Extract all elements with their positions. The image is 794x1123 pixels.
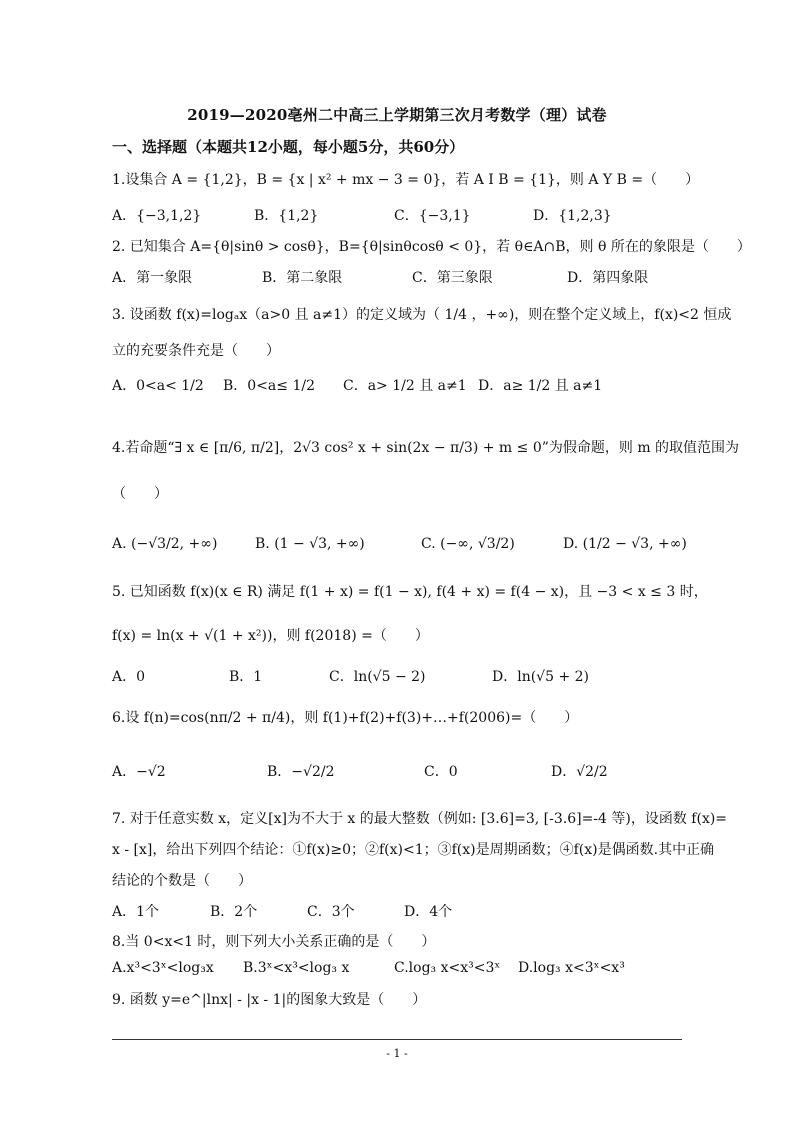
- question-5-stem-line-2: f(x) = ln(x + √(1 + x²))，则 f(2018) =（ ）: [112, 628, 429, 644]
- question-3-option-a: A．0<a< 1/2: [112, 378, 204, 394]
- exam-title: 2019—2020亳州二中高三上学期第三次月考数学（理）试卷: [187, 106, 607, 124]
- question-9-stem: 9. 函数 y=e^|lnx| - |x - 1|的图象大致是（ ）: [112, 992, 427, 1008]
- question-6-stem: 6.设 f(n)=cos(nπ/2 + π/4)，则 f(1)+f(2)+f(3)+…+f(2006)=（ ）: [112, 710, 579, 726]
- question-3-option-c: C．a> 1/2 且 a≠1: [343, 378, 467, 394]
- question-3-stem-line-2: 立的充要条件充是（ ）: [112, 343, 280, 359]
- question-4-option-c: C. (−∞, √3/2): [421, 536, 515, 552]
- question-1-option-c: C．{−3,1}: [394, 208, 471, 224]
- question-2-option-c: C．第三象限: [412, 270, 493, 286]
- question-7-stem-line-1: 7. 对于任意实数 x，定义[x]为不大于 x 的最大整数（例如: [3.6]=3, [-3.6]=-4 等)，设函数 f(x)=: [112, 811, 728, 827]
- question-2-option-a: A．第一象限: [112, 270, 193, 286]
- question-5-option-c: C．ln(√5 − 2): [329, 669, 426, 685]
- question-6-option-a: A．−√2: [112, 764, 166, 780]
- question-2-stem: 2. 已知集合 A={θ|sinθ > cosθ}，B={θ|sinθcosθ < 0}，若 θ∈A∩B，则 θ 所在的象限是（ ）: [112, 239, 751, 255]
- question-8-option-b: B.3ˣ<x³<log₃ x: [243, 960, 350, 976]
- page-number: - 1 -: [386, 1047, 408, 1060]
- question-6-option-c: C．0: [424, 764, 458, 780]
- question-4-stem-line-2: （ ）: [112, 486, 168, 502]
- question-8-option-a: A.x³<3ˣ<log₃x: [112, 960, 214, 976]
- question-7-stem-line-3: 结论的个数是（ ）: [112, 873, 252, 889]
- question-7-option-b: B．2个: [210, 904, 258, 920]
- question-7-option-c: C．3个: [307, 904, 355, 920]
- question-8-option-c: C.log₃ x<x³<3ˣ: [394, 960, 501, 976]
- question-3-option-d: D．a≥ 1/2 且 a≠1: [478, 378, 603, 394]
- question-5-option-a: A．0: [112, 669, 146, 685]
- question-7-option-d: D．4个: [404, 904, 453, 920]
- question-6-option-d: D．√2/2: [551, 764, 608, 780]
- question-7-stem-line-2: x - [x]，给出下列四个结论：①f(x)≥0；②f(x)<1；③f(x)是周期函数；④f(x)是偶函数.其中正确: [112, 842, 715, 858]
- question-3-stem-line-1: 3. 设函数 f(x)=logₐx（a>0 且 a≠1）的定义域为（ 1/4 ，+∞)，则在整个定义域上，f(x)<2 恒成: [112, 307, 732, 323]
- question-4-option-a: A. (−√3/2, +∞): [112, 536, 218, 552]
- question-4-option-b: B. (1 − √3, +∞): [255, 536, 365, 552]
- question-1-option-a: A．{−3,1,2}: [112, 208, 202, 224]
- question-6-option-b: B．−√2/2: [267, 764, 335, 780]
- question-1-option-b: B．{1,2}: [254, 208, 319, 224]
- question-2-option-d: D．第四象限: [567, 270, 649, 286]
- question-5-option-b: B．1: [229, 669, 263, 685]
- question-1-stem: 1.设集合 A = {1,2}，B = {x | x² + mx − 3 = 0}，若 A I B = {1}，则 A Y B =（ ）: [112, 172, 700, 188]
- question-2-option-b: B．第二象限: [262, 270, 343, 286]
- question-8-option-d: D.log₃ x<3ˣ<x³: [518, 960, 625, 976]
- question-8-stem: 8.当 0<x<1 时，则下列大小关系正确的是（ ）: [112, 934, 436, 950]
- question-4-option-d: D. (1/2 − √3, +∞): [563, 536, 687, 552]
- question-5-stem-line-1: 5. 已知函数 f(x)(x ∈ R) 满足 f(1 + x) = f(1 − x), f(4 + x) = f(4 − x)，且 −3 < x ≤ 3 时，: [112, 584, 708, 600]
- section-heading: 一、选择题（本题共12小题，每小题5分，共60分）: [112, 138, 465, 156]
- question-1-option-d: D．{1,2,3}: [533, 208, 612, 224]
- question-7-option-a: A．1个: [112, 904, 160, 920]
- question-3-option-b: B．0<a≤ 1/2: [223, 378, 315, 394]
- footer-rule: [112, 1039, 682, 1040]
- question-5-option-d: D．ln(√5 + 2): [492, 669, 590, 685]
- question-4-stem-line-1: 4.若命题“∃ x ∈ [π/6, π/2]，2√3 cos² x + sin(2x − π/3) + m ≤ 0”为假命题，则 m 的取值范围为: [112, 440, 740, 456]
